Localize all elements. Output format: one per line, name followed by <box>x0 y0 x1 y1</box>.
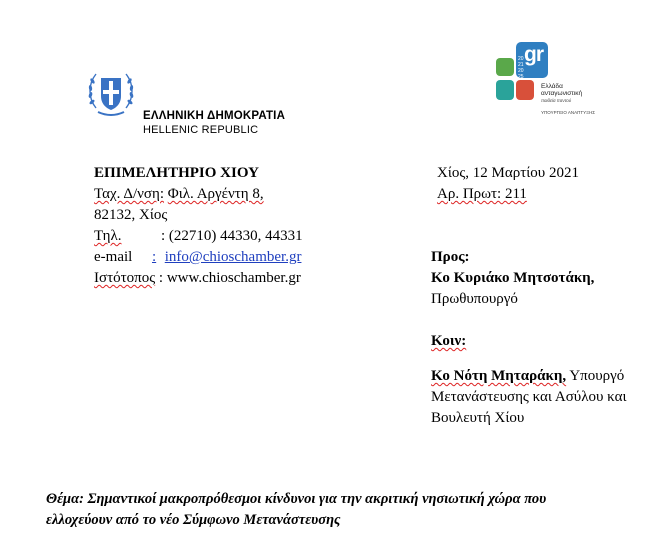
gr-logo-years: 2021 2025 <box>518 56 524 80</box>
sender-address-row <box>94 184 354 205</box>
subject-line-1: Θέμα: Σημαντικοί μακροπρόθεσμοι κίνδυνοι για την ακριτική νησιωτική χώρα που <box>46 491 547 507</box>
recipient-block <box>431 247 651 310</box>
email-label: e-mail <box>94 249 133 265</box>
address-label: Ταχ. Δ/νση: <box>94 186 165 202</box>
to-name: Κο Κυριάκο Μητσοτάκη, <box>431 270 595 286</box>
gr-logo-line2: ανταγωνιστική <box>541 90 583 97</box>
sender-email-row <box>94 247 354 268</box>
sender-website-row <box>94 268 354 289</box>
republic-name-english: HELLENIC REPUBLIC <box>143 124 259 136</box>
cc-title-1: Υπουργό <box>569 368 625 384</box>
protocol-number: Αρ. Πρωτ: 211 <box>437 186 527 202</box>
cc-block <box>431 331 656 429</box>
greek-emblem-logo <box>86 64 136 120</box>
email-link[interactable]: info@chioschamber.gr <box>164 249 302 265</box>
email-separator: : <box>152 249 157 265</box>
website-label: Ιστότοπος <box>94 270 156 286</box>
republic-name-greek: ΕΛΛΗΝΙΚΗ ΔΗΜΟΚΡΑΤΙΑ <box>143 110 286 122</box>
place-date: Χίος, 12 Μαρτίου 2021 <box>437 165 579 181</box>
sender-address-line2: 82132, Χίος <box>94 207 168 223</box>
cc-name: Κο Νότη Μηταράκη, <box>431 368 567 384</box>
document-meta <box>437 163 637 205</box>
to-title: Πρωθυπουργό <box>431 291 518 307</box>
sender-block <box>94 163 354 289</box>
competitive-greece-logo <box>494 40 604 118</box>
gr-logo-line3: παιδεία παντού <box>541 98 572 103</box>
gr-logo-mark: gr <box>524 43 543 66</box>
gr-logo-line1: Ελλάδα <box>541 83 563 90</box>
cc-label: Κοιν: <box>431 333 467 349</box>
sender-phone-row <box>94 226 354 247</box>
phone-label: Τηλ. <box>94 228 122 244</box>
subject-line-2: ελλοχεύουν από το νέο Σύμφωνο Μετανάστευσης <box>46 512 341 528</box>
to-label: Προς: <box>431 249 470 265</box>
subject-block <box>46 489 656 531</box>
sender-name: ΕΠΙΜΕΛΗΤΗΡΙΟ ΧΙΟΥ <box>94 165 259 181</box>
cc-title-2: Μετανάστευσης και Ασύλου και <box>431 389 627 405</box>
cc-title-3: Βουλευτή Χίου <box>431 410 525 426</box>
gr-logo-ministry: ΥΠΟΥΡΓΕΙΟ ΑΝΑΠΤΥΞΗΣ <box>541 110 596 115</box>
emblem-icon <box>86 64 136 120</box>
phone-value: : (22710) 44330, 44331 <box>161 228 303 244</box>
cc-name-row <box>431 366 656 387</box>
address-value: Φιλ. Αργέντη 8, <box>167 186 264 202</box>
website-value: : www.chioschamber.gr <box>158 270 301 286</box>
